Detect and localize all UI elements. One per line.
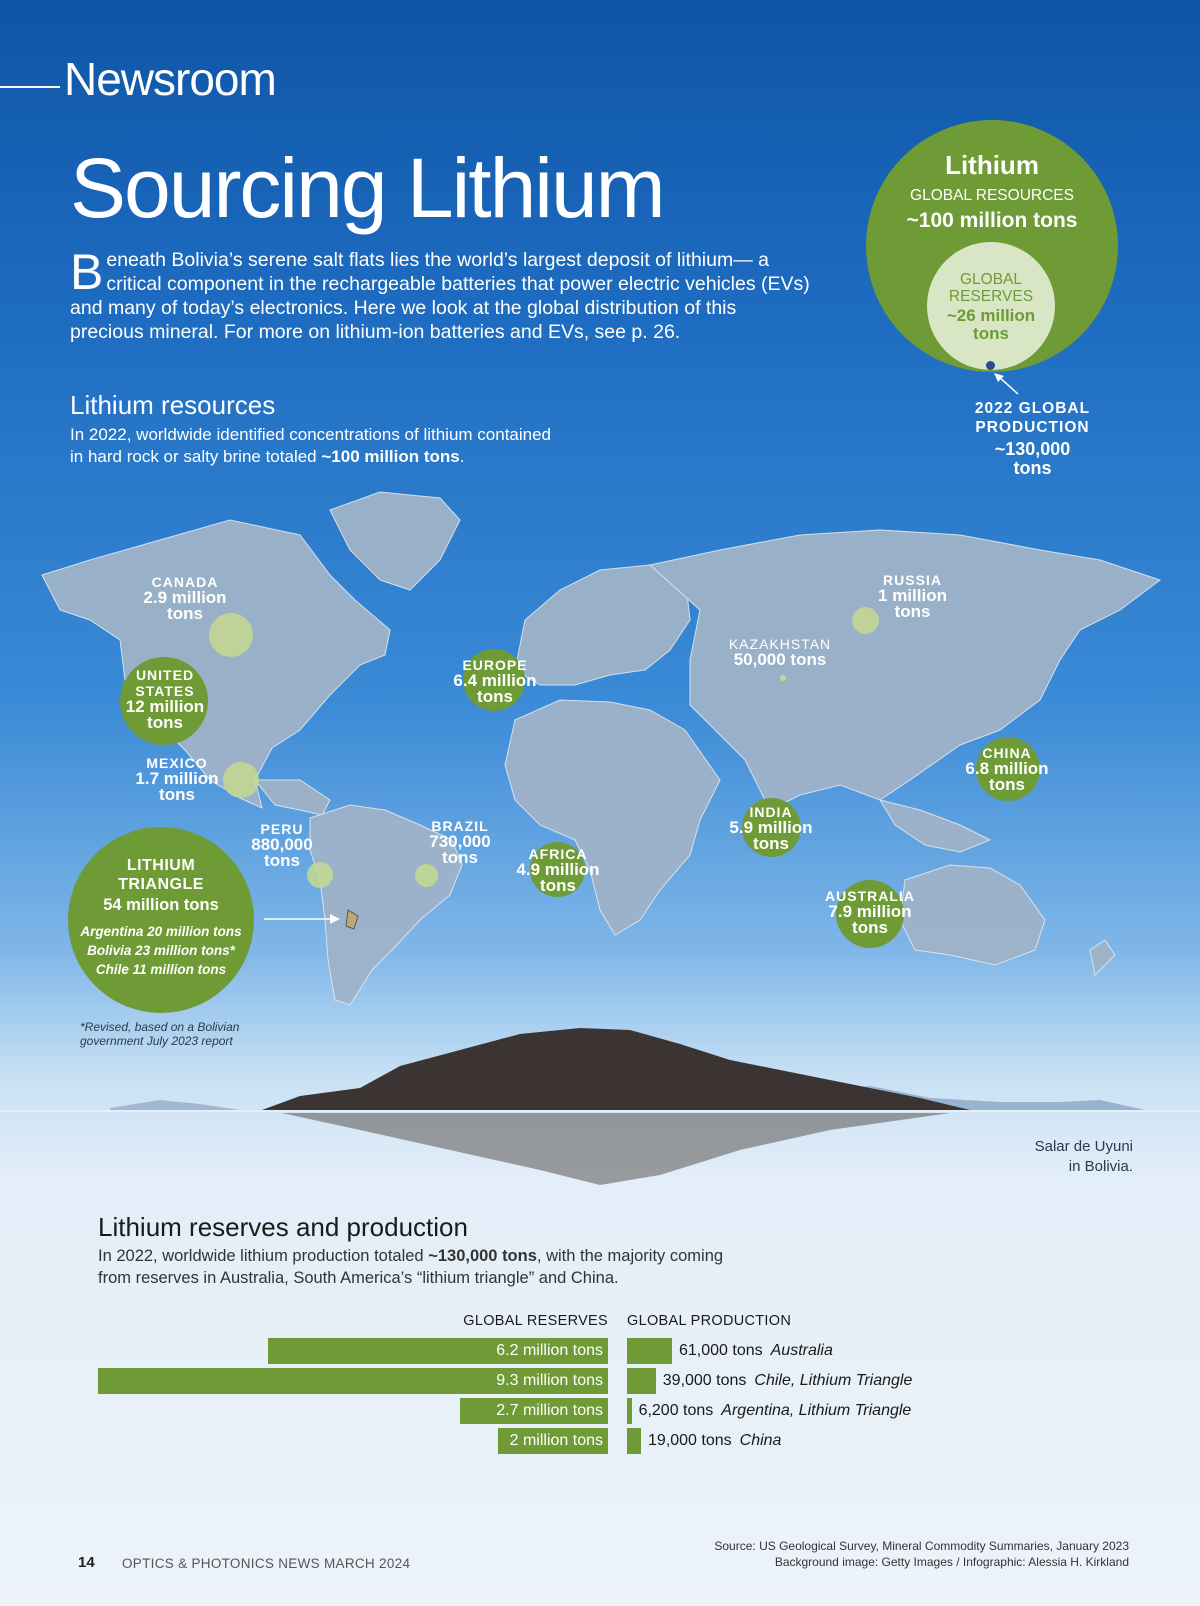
central-america-shape <box>255 780 330 815</box>
production-bar-label: 61,000 tons Australia <box>679 1342 833 1359</box>
global-production-dot <box>986 361 995 370</box>
production-label: 2022 GLOBAL PRODUCTION <box>974 400 1091 436</box>
reserves-text: In 2022, worldwide lithium production totaled ~130,000 tons, with the majority coming from reserves in Australia, South America’s “lithium triangle” and China. <box>98 1247 724 1287</box>
section-name: Newsroom <box>64 53 276 105</box>
source-credits: Source: US Geological Survey, Mineral Commodity Summaries, January 2023 Background image: Getty Images / Infographic: Alessia H. Kirkland <box>714 1539 1129 1569</box>
australia-label: AUSTRALIA 7.9 million tons <box>825 888 915 937</box>
country-label: Chile, Lithium Triangle <box>754 1372 913 1389</box>
reserves-column-header: GLOBAL RESERVES <box>463 1313 608 1329</box>
intro-text: eneath Bolivia’s serene salt flats lies the world’s largest deposit of lithium— a critical component in the rechargeable batteries that power electric vehicles (EVs) and many of today’s electronics. Here we look at the global distribution of this precious mineral. For more on lithium-ion batteries and EVs, see p. 26. <box>70 249 810 343</box>
reserves-label: GLOBAL RESERVES <box>948 271 1034 305</box>
production-bar-label: 6,200 tons Argentina, Lithium Triangle <box>638 1402 912 1419</box>
intro-paragraph <box>70 244 810 344</box>
india-label: INDIA 5.9 million tons <box>729 804 813 853</box>
production-bar-label: 39,000 tons Chile, Lithium Triangle <box>662 1372 913 1389</box>
kazakhstan-bubble <box>780 675 786 681</box>
section-rule <box>0 86 60 88</box>
production-column-header: GLOBAL PRODUCTION <box>627 1313 792 1329</box>
southeast-asia-shape <box>880 800 990 852</box>
new-zealand-shape <box>1090 940 1115 975</box>
island-reflection <box>282 1113 950 1185</box>
resources-text: In 2022, worldwide identified concentrations of lithium contained in hard rock or salty brine totaled ~100 million tons. <box>70 425 552 466</box>
country-label: China <box>739 1432 782 1449</box>
lithium-triangle-total: 54 million tons <box>103 896 219 914</box>
triangle-footnote: *Revised, based on a Bolivian government July 2023 report <box>80 1020 240 1048</box>
africa-label: AFRICA 4.9 million tons <box>516 846 600 895</box>
country-label: Argentina, Lithium Triangle <box>721 1402 912 1419</box>
island-shape <box>262 1028 970 1110</box>
salar-island-photo <box>0 1010 1200 1210</box>
reserves-value: ~26 million tons <box>946 306 1036 343</box>
triangle-arrow <box>262 908 362 930</box>
africa-shape <box>505 700 720 935</box>
lithium-triangle-title: LITHIUM TRIANGLE <box>118 857 204 893</box>
distant-hills-left <box>110 1100 240 1110</box>
photo-caption: Salar de Uyuni in Bolivia. <box>1034 1138 1133 1175</box>
resources-value: ~100 million tons <box>906 209 1078 232</box>
united-states-label: UNITED STATES 12 million tons <box>125 667 205 732</box>
production-bar-label: 19,000 tons China <box>648 1432 782 1449</box>
production-bar <box>627 1368 656 1394</box>
production-bar <box>627 1428 641 1454</box>
peru-label: PERU 880,000 tons <box>251 821 313 870</box>
brazil-label: BRAZIL 730,000 tons <box>429 818 491 867</box>
summary-title: Lithium <box>945 150 1039 180</box>
lithium-triangle-breakdown: Argentina 20 million tons Bolivia 23 million tons* Chile 11 million tons <box>80 924 242 977</box>
canada-label: CANADA 2.9 million tons <box>143 574 227 623</box>
russia-label: RUSSIA 1 million tons <box>878 572 947 621</box>
reserves-heading: Lithium reserves and production <box>98 1212 468 1242</box>
lithium-triangle-circle <box>68 827 254 1013</box>
production-bar <box>627 1398 632 1424</box>
kazakhstan-label: KAZAKHSTAN 50,000 tons <box>728 636 832 669</box>
production-bar <box>627 1338 672 1364</box>
reserves-bar-label: 2.7 million tons <box>496 1402 603 1419</box>
resources-heading: Lithium resources <box>70 390 276 420</box>
reserves-bar-label: 6.2 million tons <box>496 1342 603 1359</box>
mexico-label: MEXICO 1.7 million tons <box>135 755 219 804</box>
reserves-bar-label: 2 million tons <box>509 1432 603 1449</box>
page-title: Sourcing Lithium <box>70 141 664 235</box>
reserves-bar-label: 9.3 million tons <box>496 1372 603 1389</box>
europe-label: EUROPE 6.4 million tons <box>453 657 537 706</box>
production-value: ~130,000 tons <box>994 439 1071 478</box>
greenland-shape <box>330 492 460 590</box>
production-arrow <box>992 372 1022 398</box>
publication-name: OPTICS & PHOTONICS NEWS MARCH 2024 <box>122 1556 411 1571</box>
china-label: CHINA 6.8 million tons <box>965 745 1049 794</box>
intro-dropcap: B <box>70 244 104 300</box>
country-label: Australia <box>770 1342 833 1359</box>
resources-label: GLOBAL RESOURCES <box>910 187 1074 204</box>
page-number: 14 <box>78 1554 95 1571</box>
brazil-bubble <box>415 864 438 887</box>
